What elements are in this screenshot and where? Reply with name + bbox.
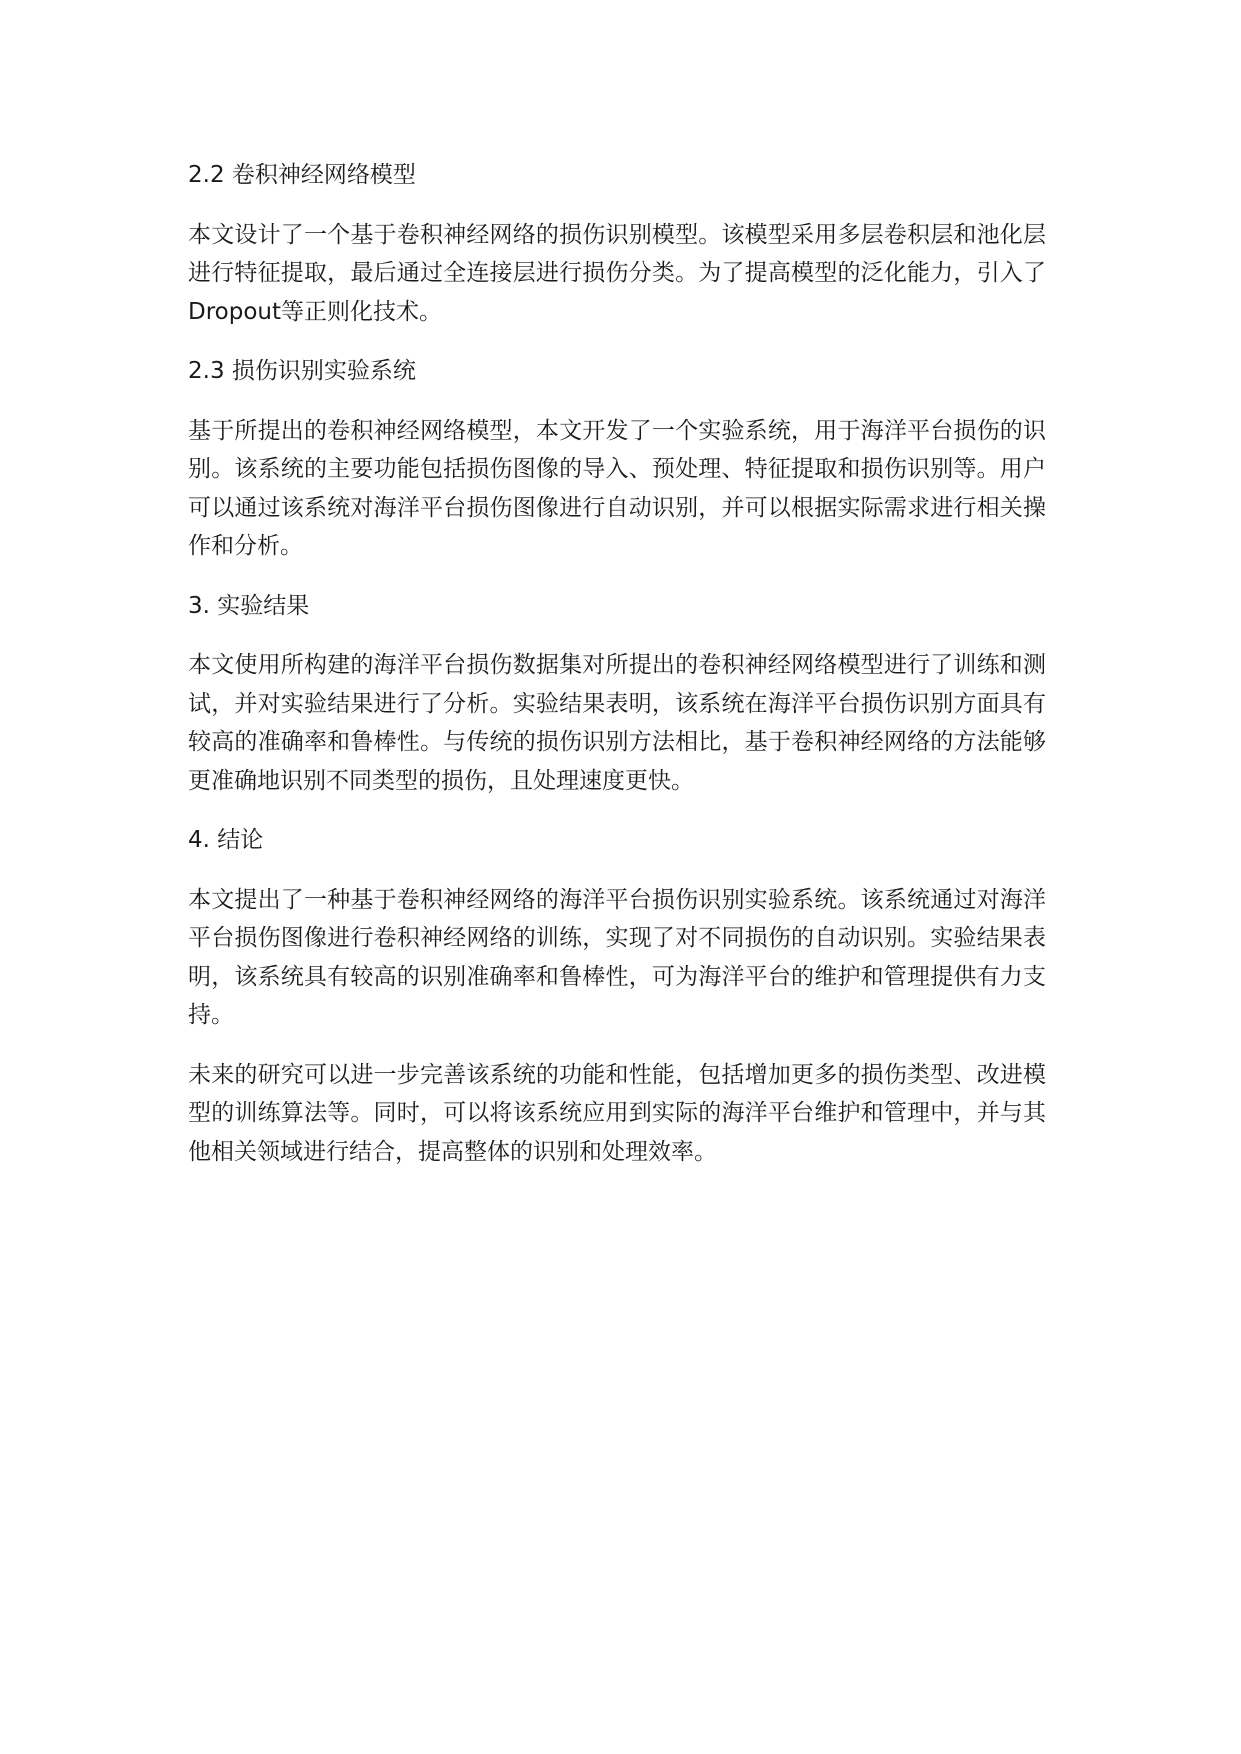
section-heading-2-3: 2.3 损伤识别实验系统 [188,358,416,384]
paragraph-future-work: 未来的研究可以进一步完善该系统的功能和性能，包括增加更多的损伤类型、改进模型的训练算法等。同时，可以将该系统应用到实际的海洋平台维护和管理中，并与其他相关领域进行结合，提高整体的识别和处理效率。 [188,1061,1046,1165]
paragraph-experiment-system: 基于所提出的卷积神经网络模型，本文开发了一个实验系统，用于海洋平台损伤的识别。该系统的主要功能包括损伤图像的导入、预处理、特征提取和损伤识别等。用户可以通过该系统对海洋平台损伤图像进行自动识别，并可以根据实际需求进行相关操作和分析。 [188,417,1046,559]
paragraph-conclusion: 本文提出了一种基于卷积神经网络的海洋平台损伤识别实验系统。该系统通过对海洋平台损伤图像进行卷积神经网络的训练，实现了对不同损伤的自动识别。实验结果表明，该系统具有较高的识别准确率和鲁棒性，可为海洋平台的维护和管理提供有力支持。 [188,886,1046,1028]
paragraph-cnn-model: 本文设计了一个基于卷积神经网络的损伤识别模型。该模型采用多层卷积层和池化层进行特征提取，最后通过全连接层进行损伤分类。为了提高模型的泛化能力，引入了Dropout等正则化技术。 [188,221,1046,325]
paragraph-results: 本文使用所构建的海洋平台损伤数据集对所提出的卷积神经网络模型进行了训练和测试，并对实验结果进行了分析。实验结果表明，该系统在海洋平台损伤识别方面具有较高的准确率和鲁棒性。与传统的损伤识别方法相比，基于卷积神经网络的方法能够更准确地识别不同类型的损伤，且处理速度更快。 [188,652,1046,794]
section-heading-2-2: 2.2 卷积神经网络模型 [188,162,416,188]
document-body [188,156,1046,1192]
section-heading-3: 3. 实验结果 [188,592,310,619]
section-heading-4: 4. 结论 [188,827,264,853]
